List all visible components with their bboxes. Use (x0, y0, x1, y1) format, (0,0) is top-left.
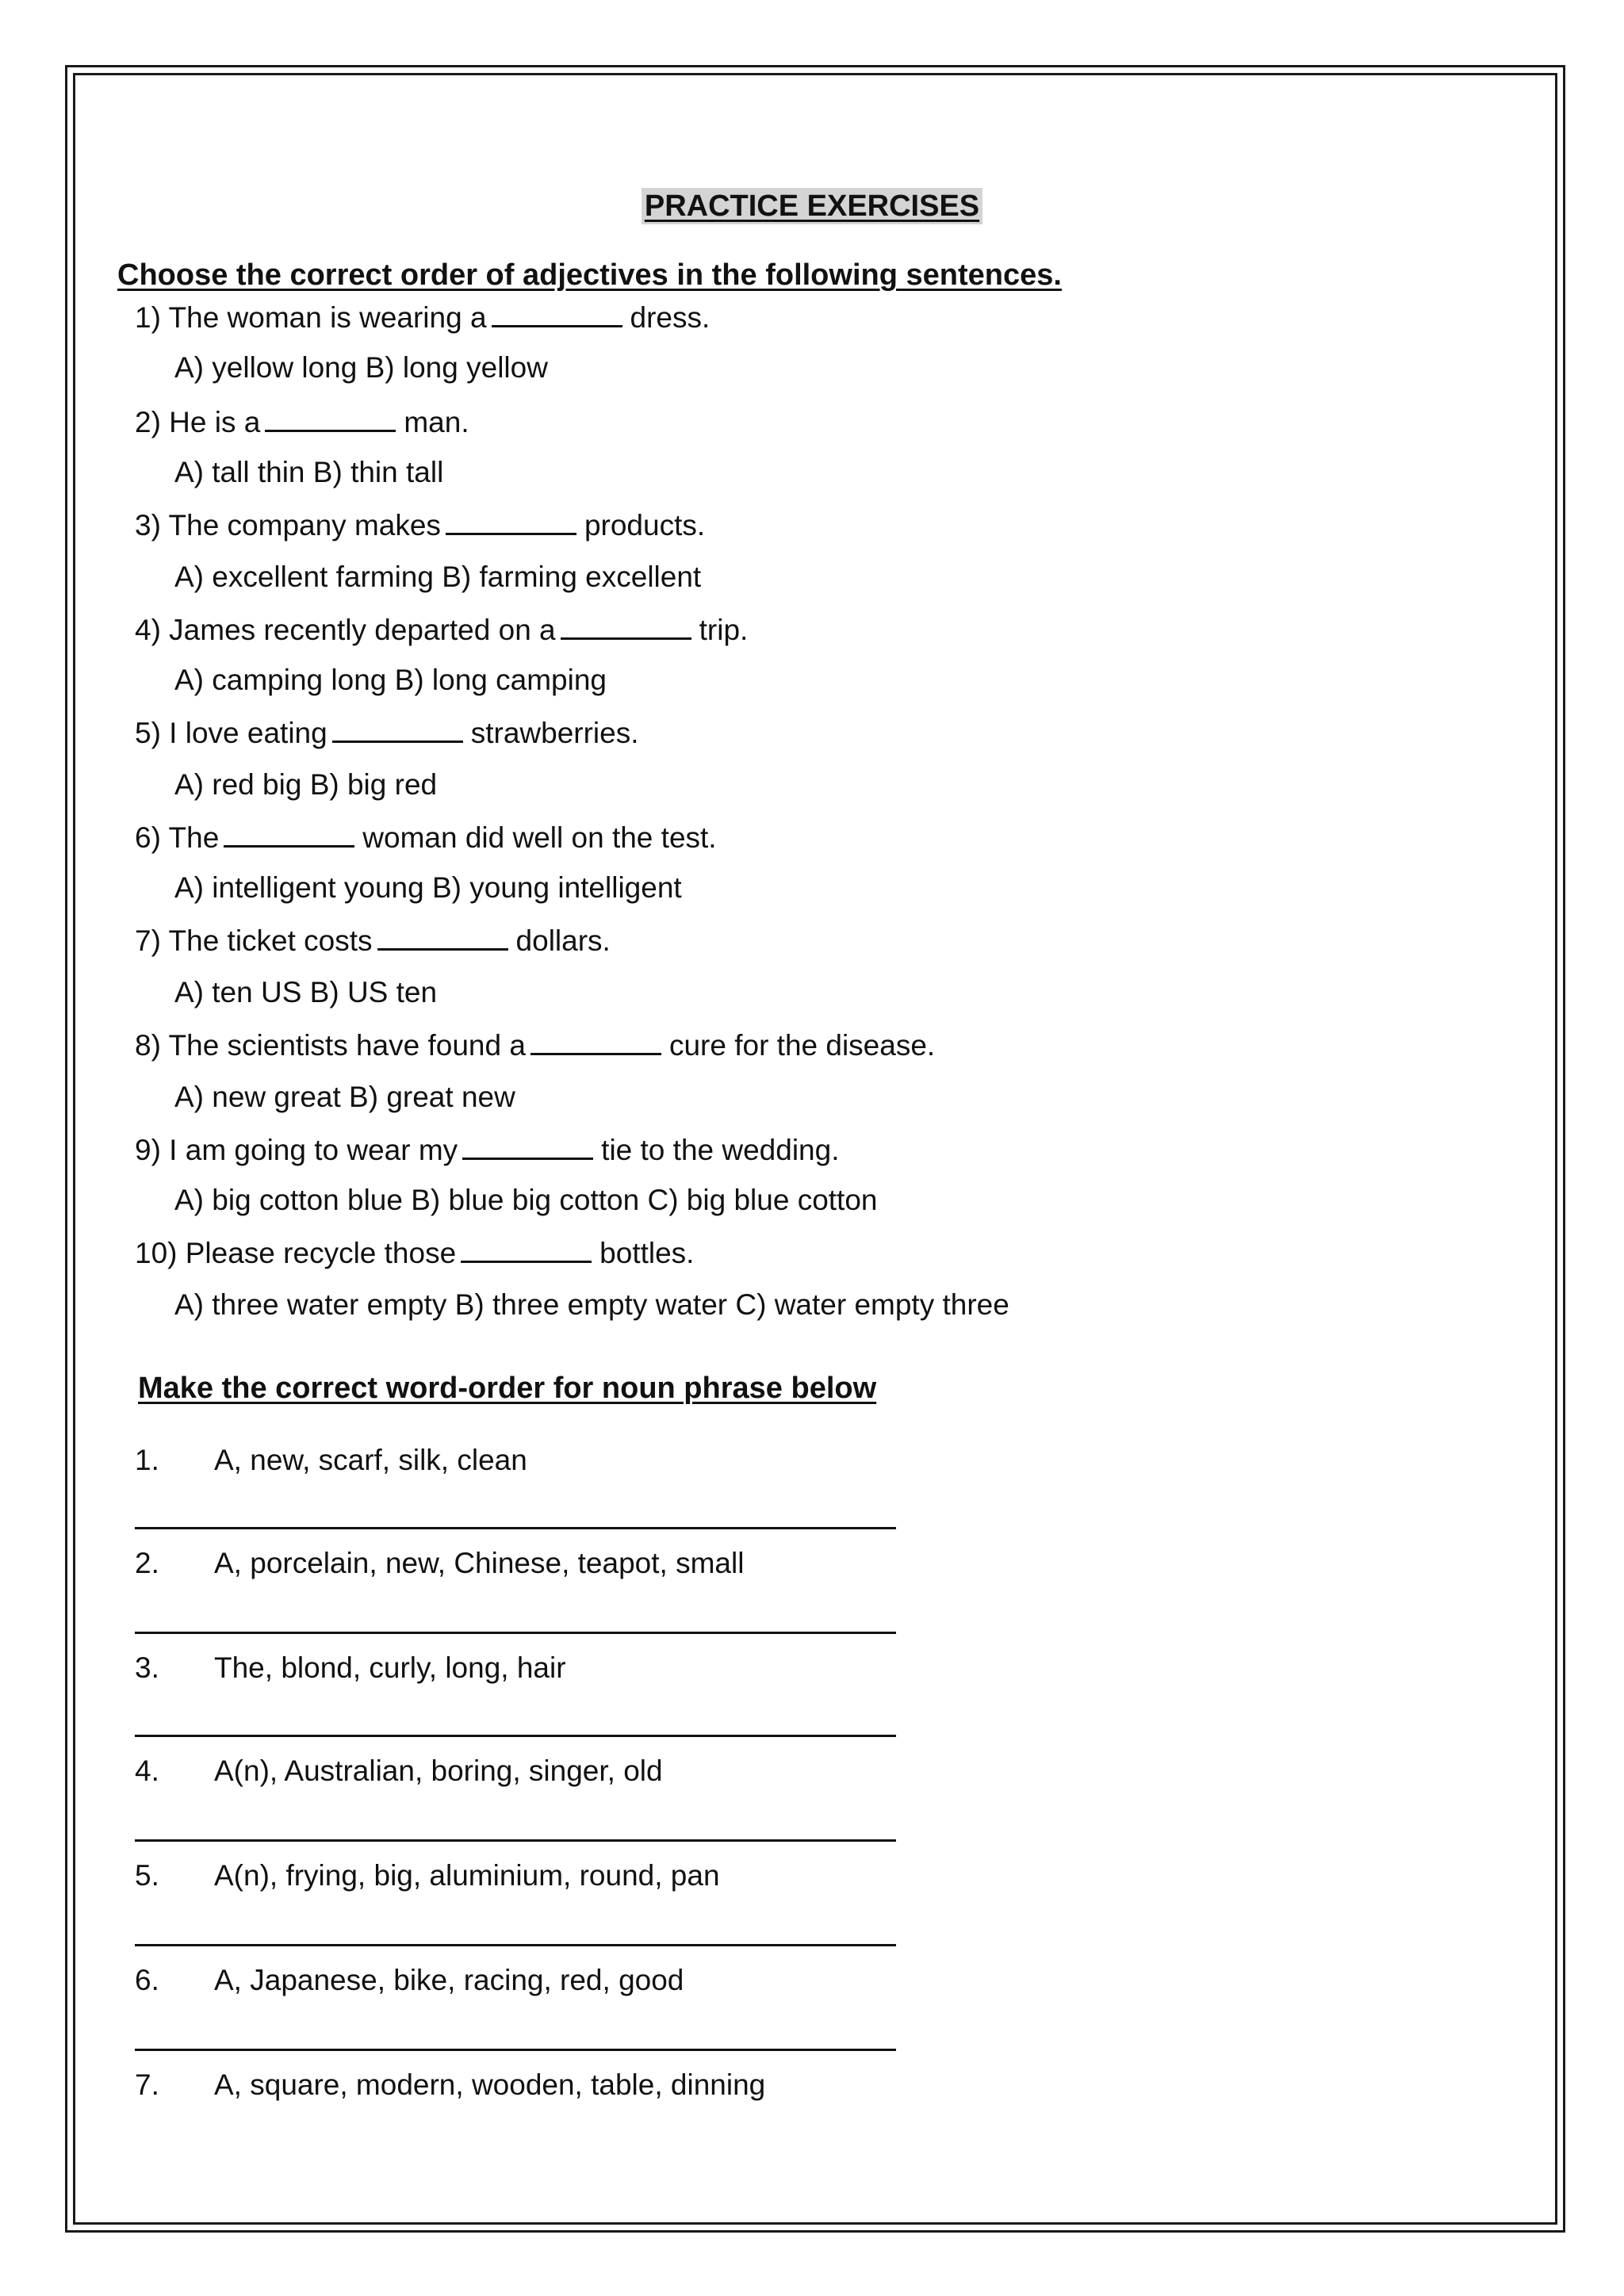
question-8-options: A) new great B) great new (174, 1081, 515, 1113)
question-3-text: 3) The company makes (135, 509, 441, 541)
question-6-text: 6) The (135, 821, 220, 854)
answer-line-5[interactable] (135, 1944, 896, 1946)
question-9-options: A) big cotton blue B) blue big cotton C) big blue cotton (174, 1184, 878, 1216)
question-5-text: 5) I love eating (135, 717, 327, 749)
question-7-end: dollars. (515, 924, 611, 957)
question-5-end: strawberries. (470, 717, 639, 749)
question-1 (135, 300, 710, 335)
page-title-text: PRACTICE EXERCISES (642, 188, 982, 224)
question-8 (135, 1027, 935, 1063)
question-1-options: A) yellow long B) long yellow (174, 351, 548, 384)
question-8-text: 8) The scientists have found a (135, 1029, 526, 1062)
item-6-number: 6. (135, 1964, 159, 1996)
item-1-number: 1. (135, 1444, 159, 1476)
question-9-end: tie to the wedding. (601, 1134, 840, 1166)
item-4-number: 4. (135, 1755, 159, 1787)
answer-line-6[interactable] (135, 2049, 896, 2051)
question-2-options: A) tall thin B) thin tall (174, 456, 444, 488)
item-4-words: A(n), Australian, boring, singer, old (214, 1755, 663, 1787)
answer-blank[interactable] (332, 715, 463, 743)
answer-blank[interactable] (265, 404, 396, 432)
page-title (0, 187, 1624, 225)
question-2-end: man. (404, 406, 469, 438)
item-3-number: 3. (135, 1651, 159, 1684)
question-3-options: A) excellent farming B) farming excellent (174, 561, 702, 593)
item-5-number: 5. (135, 1859, 159, 1892)
question-5-options: A) red big B) big red (174, 768, 438, 801)
question-6-options: A) intelligent young B) young intelligent (174, 871, 682, 904)
question-1-text: 1) The woman is wearing a (135, 301, 487, 334)
question-6-end: woman did well on the test. (362, 821, 717, 854)
question-10 (135, 1235, 694, 1271)
question-7-options: A) ten US B) US ten (174, 976, 438, 1008)
question-6 (135, 820, 717, 855)
question-10-text: 10) Please recycle those (135, 1237, 457, 1269)
item-7-number: 7. (135, 2068, 159, 2101)
answer-line-1[interactable] (135, 1527, 896, 1529)
answer-line-4[interactable] (135, 1839, 896, 1842)
item-2-number: 2. (135, 1547, 159, 1579)
question-7 (135, 923, 611, 959)
question-1-end: dress. (630, 301, 710, 334)
item-3-words: The, blond, curly, long, hair (214, 1651, 566, 1684)
question-7-text: 7) The ticket costs (135, 924, 373, 957)
question-4-options: A) camping long B) long camping (174, 664, 607, 696)
answer-line-3[interactable] (135, 1735, 896, 1737)
item-7-words: A, square, modern, wooden, table, dinning (214, 2068, 766, 2101)
answer-blank[interactable] (462, 1132, 593, 1160)
section2-heading: Make the correct word-order for noun phrase below (138, 1372, 877, 1405)
answer-blank[interactable] (224, 820, 354, 848)
answer-blank[interactable] (461, 1235, 592, 1263)
question-2 (135, 404, 469, 440)
answer-blank[interactable] (561, 612, 691, 640)
question-8-end: cure for the disease. (668, 1029, 936, 1062)
question-3-end: products. (584, 509, 706, 541)
answer-blank[interactable] (492, 300, 622, 327)
question-2-text: 2) He is a (135, 406, 261, 438)
question-4-end: trip. (699, 614, 749, 646)
item-1-words: A, new, scarf, silk, clean (214, 1444, 527, 1476)
item-5-words: A(n), frying, big, aluminium, round, pan (214, 1859, 720, 1892)
item-6-words: A, Japanese, bike, racing, red, good (214, 1964, 684, 1996)
question-4-text: 4) James recently departed on a (135, 614, 556, 646)
answer-blank[interactable] (446, 507, 576, 535)
item-2-words: A, porcelain, new, Chinese, teapot, small (214, 1547, 745, 1579)
question-9-text: 9) I am going to wear my (135, 1134, 458, 1166)
question-3 (135, 507, 705, 543)
question-4 (135, 612, 748, 648)
question-5 (135, 715, 639, 751)
question-10-options: A) three water empty B) three empty water C) water empty three (174, 1288, 1009, 1321)
section1-heading: Choose the correct order of adjectives in the following sentences. (117, 258, 1062, 292)
question-10-end: bottles. (599, 1237, 695, 1269)
answer-blank[interactable] (530, 1027, 661, 1055)
answer-line-2[interactable] (135, 1632, 896, 1634)
answer-blank[interactable] (377, 923, 508, 951)
question-9 (135, 1132, 840, 1168)
